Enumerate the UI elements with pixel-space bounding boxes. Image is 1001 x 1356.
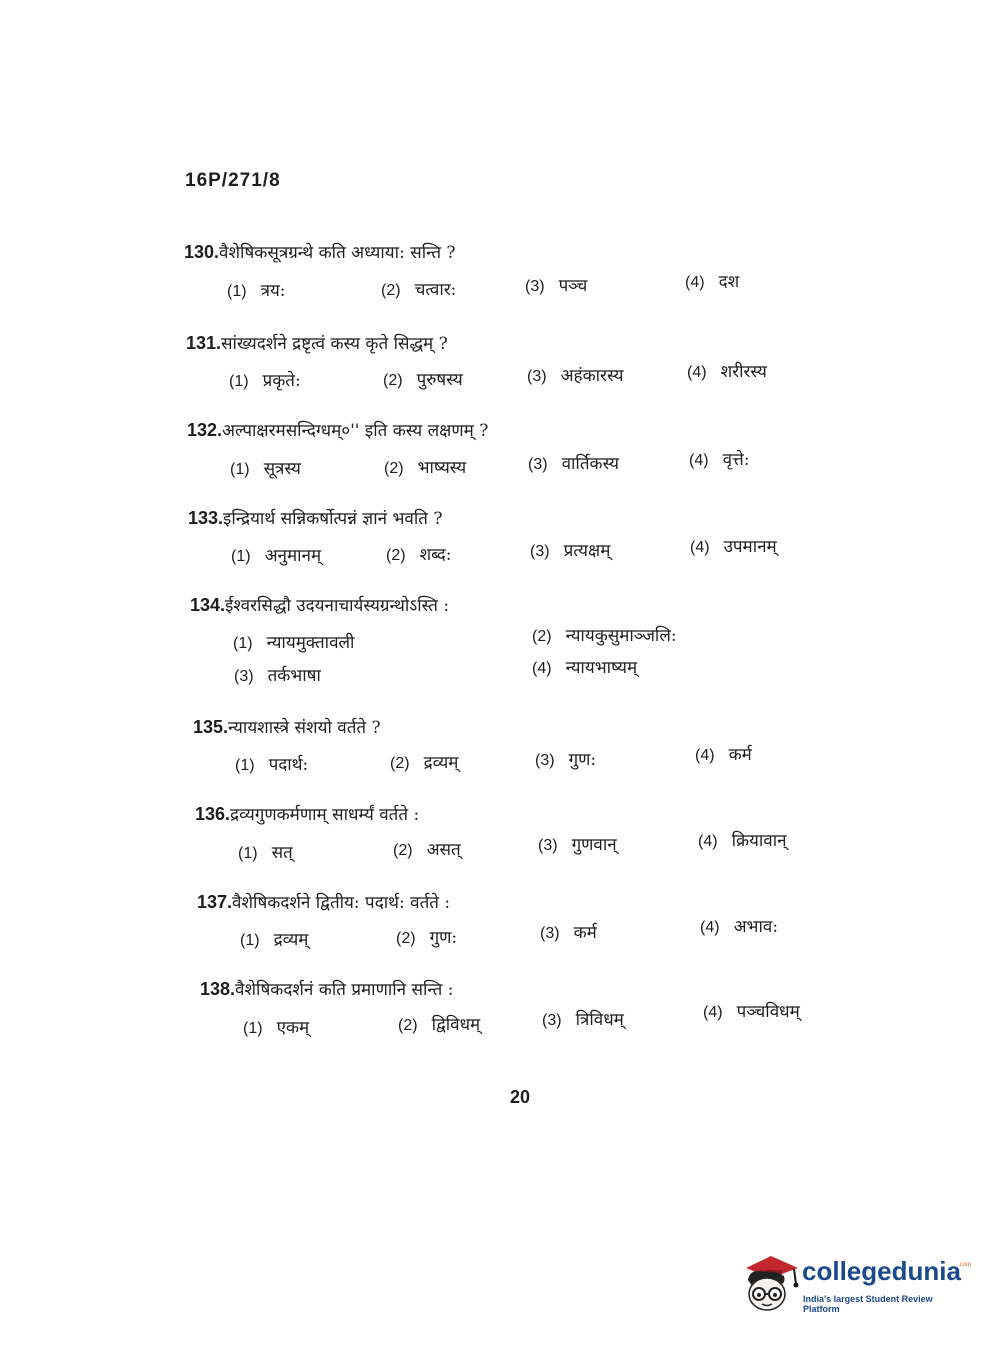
- mascot-icon: [740, 1250, 802, 1316]
- question-text: न्यायशास्त्रे संशयो वर्तते ?: [228, 718, 381, 738]
- option-1: (1) सूत्रस्य: [230, 459, 301, 479]
- option-2: (2) शब्द:: [386, 545, 452, 565]
- option-4: (4) अभाव:: [700, 917, 779, 937]
- question-130: [0, 240, 1001, 320]
- collegedunia-watermark-logo: [740, 1250, 970, 1320]
- option-2: (2) द्विविधम्: [398, 1015, 481, 1035]
- option-2: (2) पुरुषस्य: [383, 370, 463, 390]
- option-2: (2) भाष्यस्य: [384, 458, 467, 478]
- option-3: (3) अहंकारस्य: [527, 366, 624, 386]
- option-3: (3) तर्कभाषा: [234, 666, 321, 686]
- option-1: (1) द्रव्यम्: [240, 930, 309, 950]
- question-137: [0, 890, 1001, 970]
- question-text: ईश्वरसिद्धौ उदयनाचार्यस्यग्रन्थोऽस्ति :: [225, 596, 450, 616]
- question-135: [0, 715, 1001, 795]
- logo-domain-suffix: .com: [958, 1262, 972, 1268]
- question-text: इन्द्रियार्थ सन्निकर्षोत्पन्नं ज्ञानं भवति ?: [223, 509, 443, 529]
- question-text: वैशेषिकसूत्रग्रन्थे कति अध्याया: सन्ति ?: [219, 243, 456, 263]
- paper-code: 16P/271/8: [185, 170, 281, 191]
- option-1: (1) न्यायमुक्तावली: [233, 633, 355, 653]
- option-3: (3) कर्म: [540, 923, 597, 943]
- option-3: (3) पञ्च: [525, 276, 588, 296]
- question-text: सांख्यदर्शने द्रष्टृत्वं कस्य कृते सिद्धम् ?: [221, 334, 448, 354]
- question-number: 133.: [188, 508, 224, 528]
- question-text: अल्पाक्षरमसन्दिग्धम्०'' इति कस्य लक्षणम् ?: [222, 421, 489, 441]
- option-4: (4) दश: [685, 272, 740, 292]
- question-number: 137.: [197, 892, 233, 912]
- question-132: [0, 418, 1001, 498]
- option-4: (4) वृत्ते:: [689, 450, 750, 470]
- option-3: (3) गुण:: [535, 750, 597, 770]
- question-text: वैशेषिकदर्शने द्वितीय: पदार्थ: वर्तते :: [232, 893, 451, 913]
- question-131: [0, 331, 1001, 411]
- page-number: 20: [510, 1087, 531, 1107]
- option-2: (2) द्रव्यम्: [390, 753, 459, 773]
- question-number: 138.: [200, 979, 236, 999]
- question-number: 136.: [195, 804, 231, 824]
- question-133: [0, 506, 1001, 586]
- logo-wordmark: collegedunia: [802, 1256, 961, 1286]
- option-4: (4) शरीरस्य: [687, 362, 767, 382]
- question-138: [0, 977, 1001, 1057]
- question-136: [0, 802, 1001, 882]
- option-4: (4) क्रियावान्: [698, 831, 787, 851]
- option-4: (4) पञ्चविधम्: [703, 1002, 800, 1022]
- logo-tagline: India's largest Student Review Platform: [803, 1294, 933, 1314]
- option-1: (1) एकम्: [243, 1018, 310, 1038]
- question-number: 135.: [193, 717, 229, 737]
- question-number: 134.: [190, 595, 226, 615]
- option-4: (4) उपमानम्: [690, 537, 777, 557]
- question-number: 130.: [184, 242, 220, 262]
- option-3: (3) गुणवान्: [538, 835, 617, 855]
- option-2: (2) असत्: [393, 840, 461, 860]
- option-2: (2) गुण:: [396, 928, 458, 948]
- option-1: (1) पदार्थ:: [235, 755, 309, 775]
- option-3: (3) वार्तिकस्य: [528, 454, 620, 474]
- option-4: (4) न्यायभाष्यम्: [532, 658, 638, 678]
- option-3: (3) त्रिविधम्: [542, 1010, 624, 1030]
- question-number: 131.: [186, 333, 222, 353]
- question-number: 132.: [187, 420, 223, 440]
- option-4: (4) कर्म: [695, 745, 752, 765]
- option-2: (2) न्यायकुसुमाञ्जलि:: [532, 626, 677, 646]
- option-1: (1) त्रय:: [227, 281, 286, 301]
- option-1: (1) सत्: [238, 843, 293, 863]
- question-text: वैशेषिकदर्शनं कति प्रमाणानि सन्ति :: [235, 980, 454, 1000]
- option-3: (3) प्रत्यक्षम्: [530, 541, 611, 561]
- option-1: (1) अनुमानम्: [231, 546, 322, 566]
- question-text: द्रव्यगुणकर्मणाम् साधर्म्यं वर्तते :: [230, 805, 420, 825]
- question-134: [0, 593, 1001, 693]
- option-2: (2) चत्वार:: [381, 280, 457, 300]
- option-1: (1) प्रकृते:: [229, 371, 301, 391]
